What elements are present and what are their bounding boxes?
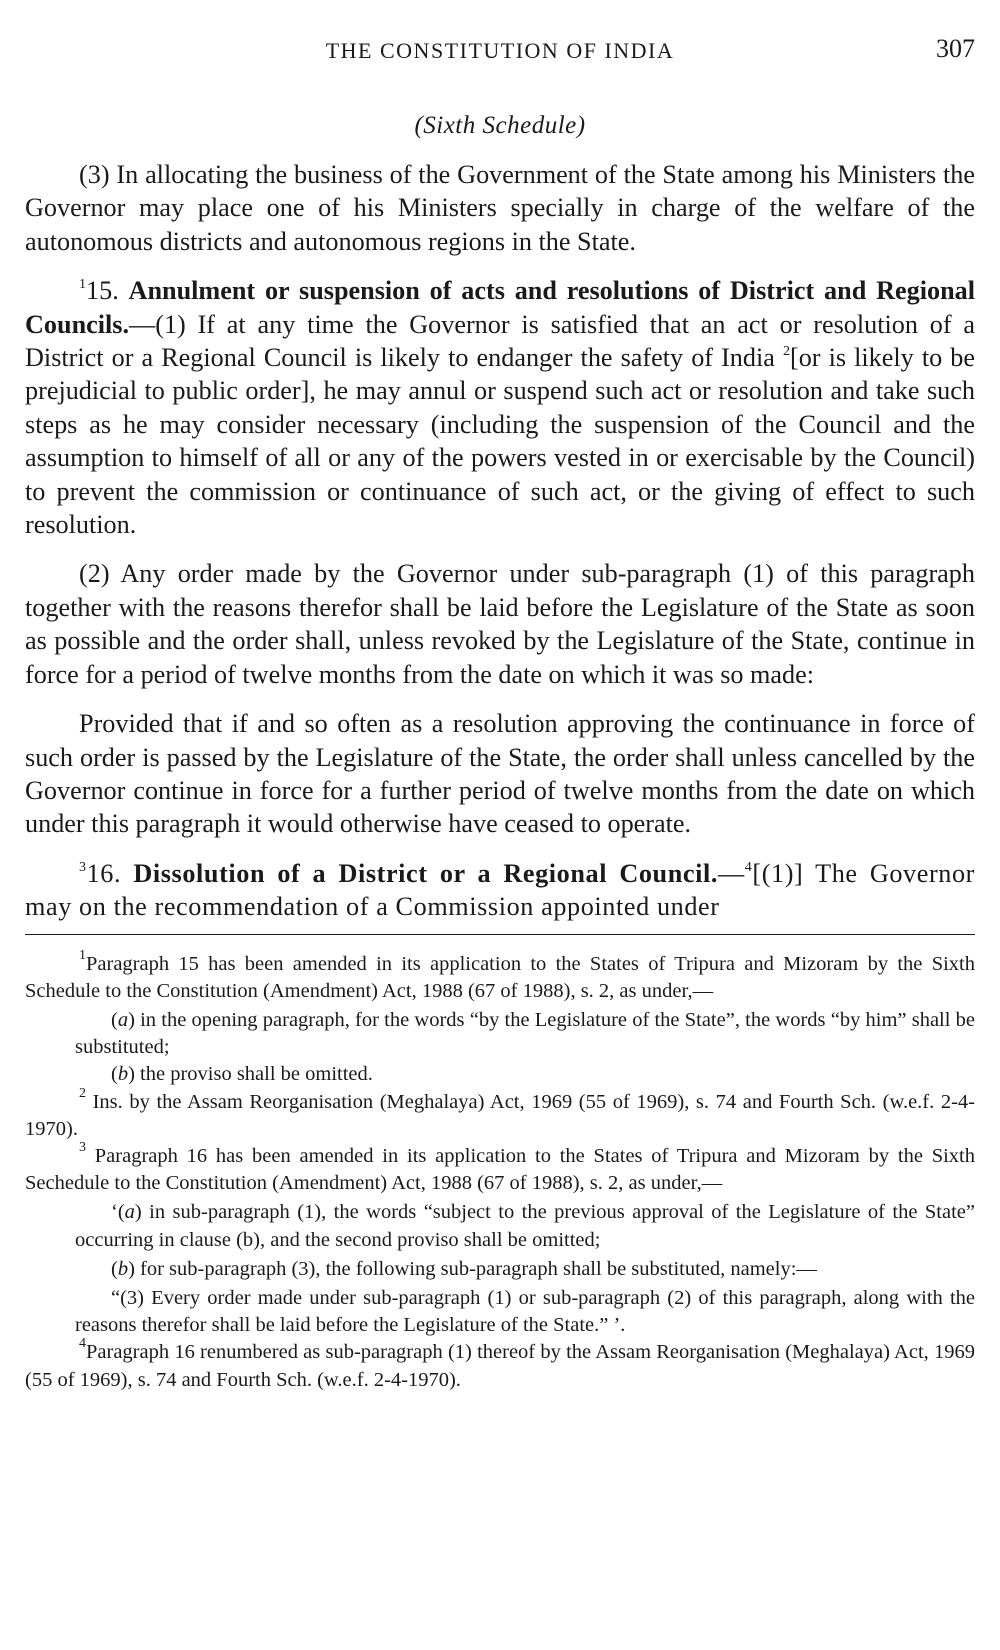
footnote-text: Paragraph 16 has been amended in its application to the States of Tripura and Mizoram by the Sixth Sechedule to the Constitution (Amendment) Act, 1988 (67 of 1988), s. 2, as under,— [25, 1144, 975, 1195]
document-page [25, 0, 975, 1394]
footnote-ref-4: 4 [744, 859, 753, 875]
footnote-mark: 2 [79, 1085, 86, 1101]
paragraph-number: 16. [86, 858, 134, 888]
paragraph-15-proviso: Provided that if and so often as a resolution approving the continuance in force of such order is passed by the Legislature of the State, the order shall unless cancelled by the Governor continue in force for a further period of twelve months from the date on which under this paragraph it would otherwise have ceased to operate. [25, 709, 975, 839]
body-text [25, 158, 975, 924]
footnote-mark: 1 [79, 947, 86, 963]
item-text: the proviso shall be omitted. [134, 1063, 373, 1086]
footnote-ref-2: 2 [782, 344, 790, 360]
item-label: b [117, 1063, 129, 1086]
item-label: b [117, 1257, 129, 1280]
page-number: 307 [936, 34, 975, 63]
footnotes [25, 947, 975, 1394]
paragraph-heading: Dissolution of a District or a Regional Council. [133, 858, 718, 888]
footnote-4 [25, 1336, 975, 1393]
paragraph-15 [25, 274, 975, 541]
footnote-text: Paragraph 16 renumbered as sub-paragraph (1) thereof by the Assam Reorganisation (Meghalaya) Act, 1969 (55 of 1969), s. 74 and Fourth Sch. (w.e.f. 2-4-1970). [25, 1341, 975, 1391]
footnote-3 [25, 1139, 975, 1197]
footnote-divider [25, 934, 975, 935]
footnote-2 [25, 1085, 975, 1143]
item-label: a [124, 1201, 135, 1224]
footnote-1 [25, 947, 975, 1005]
schedule-label: (Sixth Schedule) [414, 112, 586, 139]
paragraph-15-2: (2) Any order made by the Governor under sub-paragraph (1) of this paragraph together with the reasons therefor shall be laid before the Legislature of the State as soon as possible and the order shall, unless revoked by the Legislature of the State, continue in force for a period of twelve months from the date on which it was so made: [25, 559, 975, 689]
item-text: in the opening paragraph, for the words “by the Legislature of the State”, the words “by him” shall be substituted; [75, 1008, 975, 1059]
footnote-3-item-b: (b) for sub-paragraph (3), the following sub-paragraph shall be substituted, namely:— [111, 1257, 817, 1280]
footnote-3-item-a: ‘(a) in sub-paragraph (1), the words “subject to the previous approval of the Legislature of the State” occurring in clause (b), and the second proviso shall be omitted; [75, 1201, 975, 1251]
footnote-mark: 3 [79, 1139, 86, 1155]
item-text: in sub-paragraph (1), the words “subject to the previous approval of the Legislature of the State” occurring in clause (b), and the second proviso shall be omitted; [75, 1201, 975, 1251]
footnote-1-item-b: (b) the proviso shall be omitted. [111, 1063, 373, 1086]
item-label: a [117, 1008, 129, 1031]
footnote-text: Paragraph 15 has been amended in its application to the States of Tripura and Mizoram by the Sixth Schedule to the Constitution (Amendment) Act, 1988 (67 of 1988), s. 2, as under,— [25, 952, 975, 1002]
paragraph-text: [or is likely to be prejudicial to public order], he may annul or suspend such act or resolution and take such steps as he may consider necessary (including the suspension of the Council and the assumption to himself of all or any of the powers vested in or exercisable by the Council) to prevent the commission or continuance of such act, or the giving of effect to such resolution. [25, 343, 975, 540]
footnote-3-quoted-text: “(3) Every order made under sub-paragraph (1) or sub-paragraph (2) of this paragraph, along with the reasons therefor shall be laid before the Legislature of the State.” ’. [75, 1286, 975, 1337]
footnote-text: Ins. by the Assam Reorganisation (Meghalaya) Act, 1969 (55 of 1969), s. 74 and Fourth Sch. (w.e.f. 2-4-1970). [25, 1090, 975, 1140]
footnote-ref-1: 1 [79, 277, 86, 293]
item-text: for sub-paragraph (3), the following sub-paragraph shall be substituted, namely:— [134, 1257, 817, 1280]
paragraph-14-3: (3) In allocating the business of the Government of the State among his Ministers the Governor may place one of his Ministers specially in charge of the welfare of the autonomous districts and autonomous regions in the State. [25, 160, 975, 256]
paragraph-text: —(1) If at any time the Governor is satisfied that an act or resolution of a District or a Regional Council is likely to endanger the safety of India [25, 309, 975, 373]
footnote-mark: 4 [79, 1336, 86, 1352]
em-dash: — [717, 858, 745, 888]
running-header [25, 0, 975, 63]
footnote-ref-3: 3 [79, 859, 87, 875]
paragraph-heading: Annulment or suspension of acts and resolutions of District and Regional Councils. [25, 276, 976, 339]
footnote-1-item-a: (a) in the opening paragraph, for the words “by the Legislature of the State”, the words “by him” shall be substituted; [75, 1008, 975, 1059]
paragraph-16 [25, 857, 975, 924]
running-title: THE CONSTITUTION OF INDIA [325, 38, 675, 63]
paragraph-number: 15. [86, 276, 129, 306]
paragraph-text: [(1)] The Governor may on the recommendation of a Commission appointed under [25, 858, 975, 922]
